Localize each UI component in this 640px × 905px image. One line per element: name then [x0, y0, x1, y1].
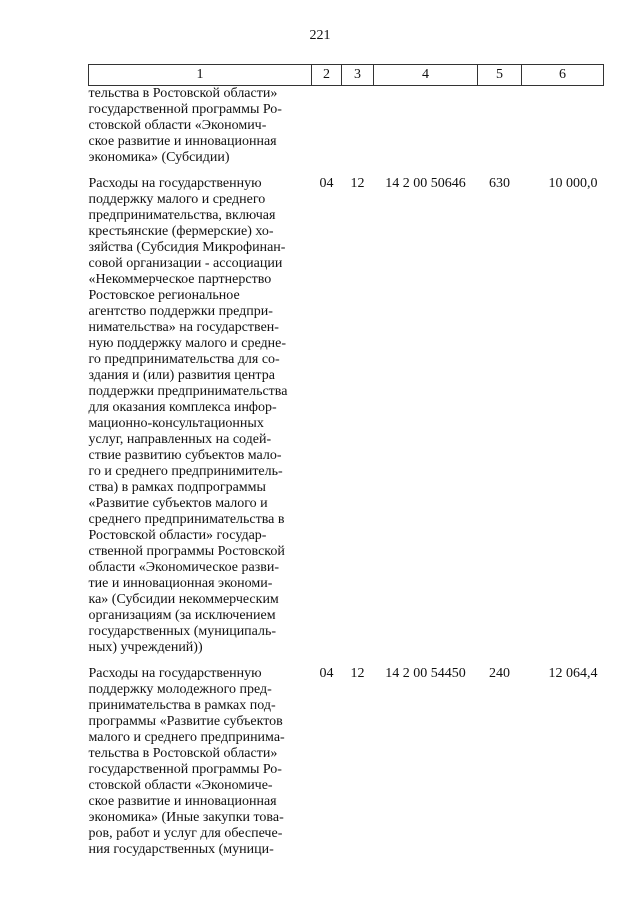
header-col-5: 5 — [478, 65, 522, 86]
table-header — [89, 65, 604, 86]
row-sum: 10 000,0 — [548, 176, 598, 191]
row-pr: 12 — [350, 666, 365, 681]
row-pr: 12 — [350, 176, 365, 191]
header-col-2: 2 — [312, 65, 342, 86]
row-description: тельства в Ростовской области» государственной программы Ро- стовской области «Экономич- ское развитие и инновационная экономика» (Субсидии) — [88, 86, 282, 165]
header-col-4: 4 — [374, 65, 478, 86]
row-csr: 14 2 00 54450 — [385, 666, 466, 681]
row-rz: 04 — [319, 666, 334, 681]
table-row — [89, 176, 604, 666]
table-row — [89, 666, 604, 868]
row-description: Расходы на государственную поддержку малого и среднего предпринимательства, включая крестьянские (фермерские) хо- зяйства (Субсидия Микрофинан- совой организации - ассоциации «Некоммерческое партнерство Ростовское региональное агентство поддержки предпри- нимательства» на государствен- ную поддержку малого и средне- го предпринимательства для со- здания и (или) развития центра поддержки предпринимательства для оказания комплекса инфор- мационно-консультационных услуг, направленных на содей- ствие развитию субъектов мало- го и среднего предпринимитель- ства) в рамках подпрограммы «Развитие субъектов малого и среднего предпринимательства в Ростовской области» государ- ственной программы Ростовской области «Экономическое разви- тие и инновационная экономи- ка» (Субсидии некоммерческим организациям (за исключением государственных (муниципаль- ных) учреждений)) — [88, 176, 288, 655]
row-vr: 240 — [489, 666, 510, 681]
page-number: 221 — [309, 28, 331, 43]
row-rz: 04 — [319, 176, 334, 191]
header-col-1: 1 — [89, 65, 312, 86]
row-sum: 12 064,4 — [548, 666, 598, 681]
budget-table — [88, 64, 604, 868]
row-vr: 630 — [489, 176, 510, 191]
row-csr: 14 2 00 50646 — [385, 176, 466, 191]
header-col-6: 6 — [522, 65, 604, 86]
table-row — [89, 86, 604, 177]
header-col-3: 3 — [342, 65, 374, 86]
row-description: Расходы на государственную поддержку молодежного пред- принимательства в рамках под- программы «Развитие субъектов малого и среднего предпринима- тельства в Ростовской области» государственной программы Ро- стовской области «Экономиче- ское развитие и инновационная экономика» (Иные закупки това- ров, работ и услуг для обеспече- ния государственных (муници- — [88, 666, 285, 857]
